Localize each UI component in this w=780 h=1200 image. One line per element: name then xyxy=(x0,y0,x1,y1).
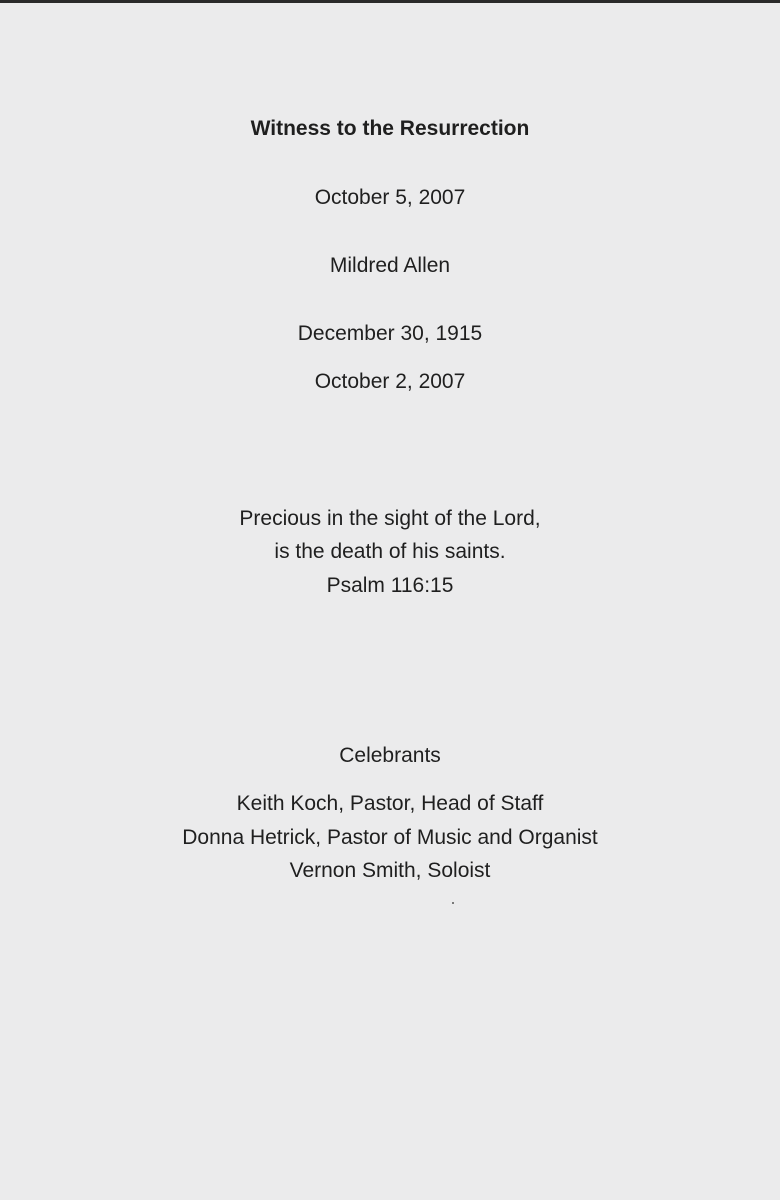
celebrant-item: Keith Koch, Pastor, Head of Staff xyxy=(236,792,544,815)
death-date: October 2, 2007 xyxy=(314,370,466,393)
deceased-name: Mildred Allen xyxy=(329,254,451,277)
paper-speck xyxy=(452,902,454,904)
program-title: Witness to the Resurrection xyxy=(250,117,530,140)
celebrants-heading: Celebrants xyxy=(339,744,441,767)
service-date: October 5, 2007 xyxy=(314,186,466,209)
page-top-edge xyxy=(0,0,780,3)
verse-line-2: is the death of his saints. xyxy=(274,540,506,563)
birth-date: December 30, 1915 xyxy=(297,322,483,345)
celebrant-item: Vernon Smith, Soloist xyxy=(289,859,491,882)
verse-citation: Psalm 116:15 xyxy=(326,574,454,597)
celebrant-item: Donna Hetrick, Pastor of Music and Organist xyxy=(182,826,598,849)
verse-line-1: Precious in the sight of the Lord, xyxy=(239,507,541,530)
